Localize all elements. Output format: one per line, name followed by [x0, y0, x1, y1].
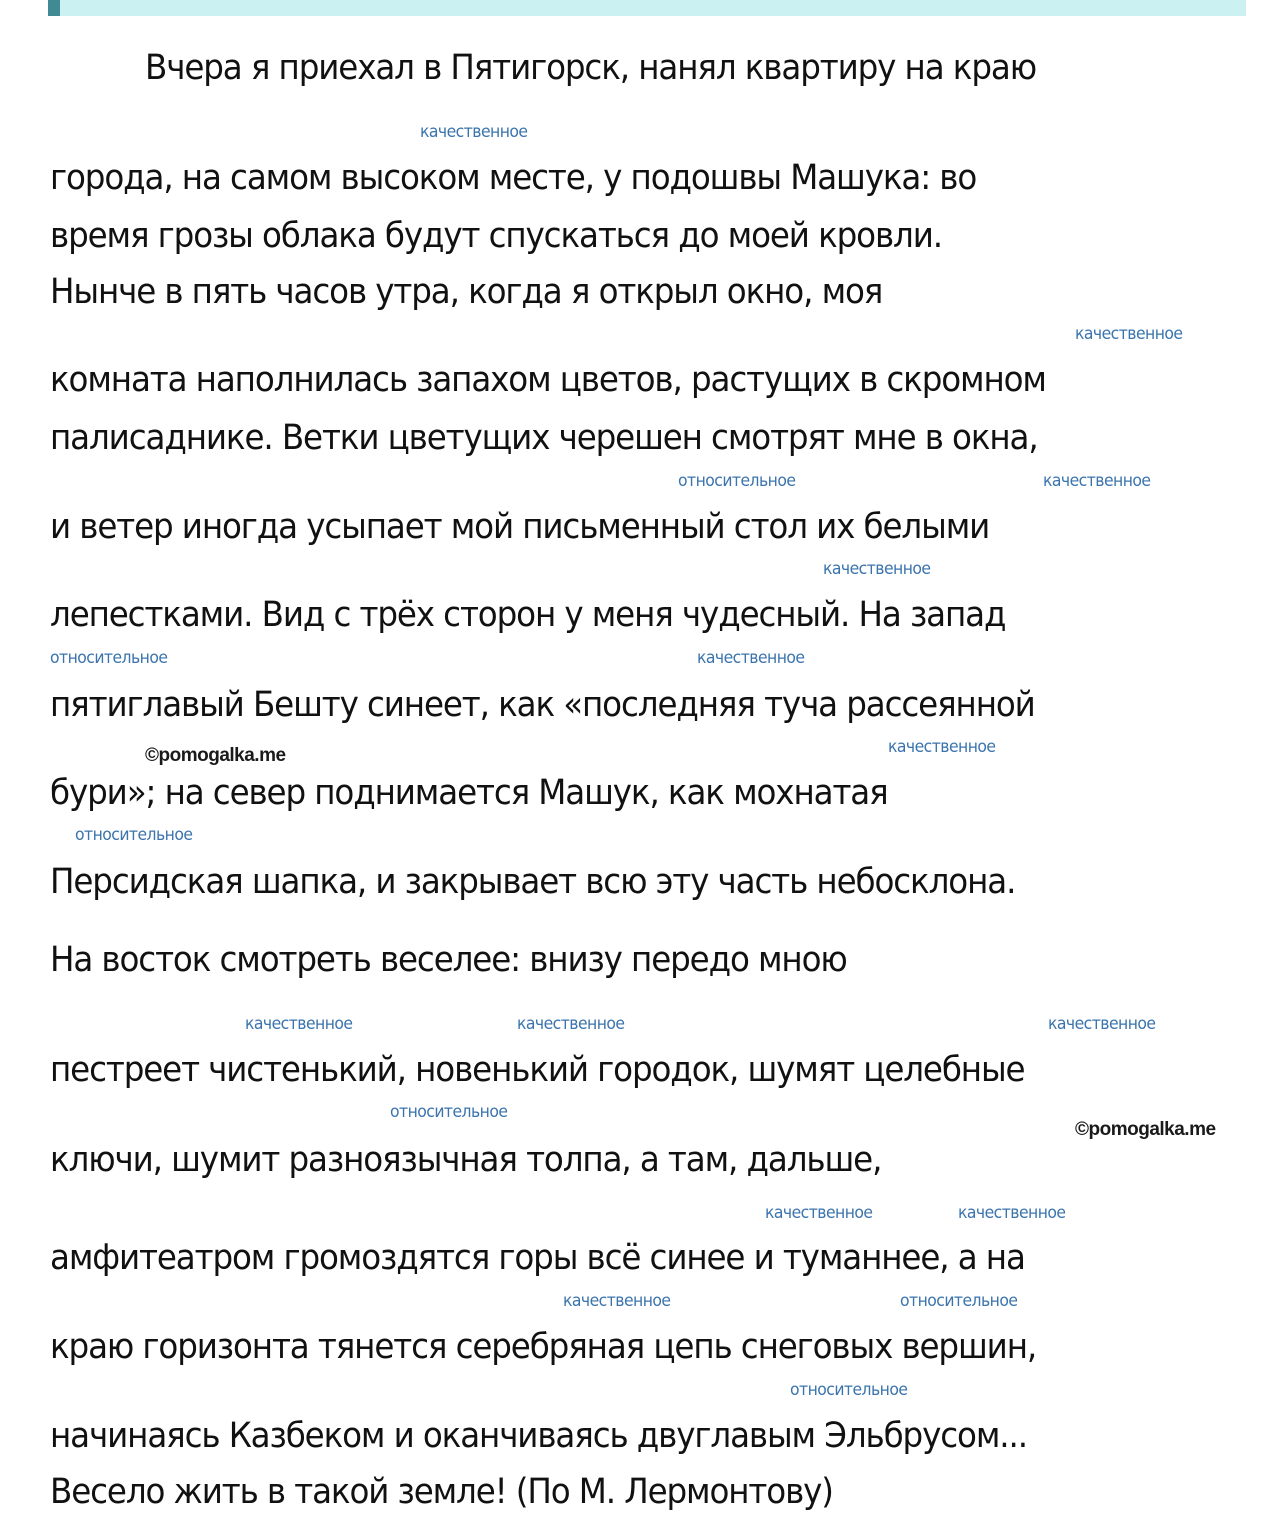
annotation-label: относительное: [790, 1380, 908, 1400]
text-line-16: краю горизонта тянется серебряная цепь снеговых вершин,: [50, 1327, 1037, 1367]
text-line-2: города, на самом высоком месте, у подошвы Машука: во: [50, 158, 977, 198]
text-line-7: и ветер иногда усыпает мой письменный стол их белыми: [50, 507, 990, 547]
annotation-label: качественное: [563, 1291, 671, 1311]
text-line-5: комната наполнилась запахом цветов, растущих в скромном: [50, 360, 1046, 400]
text-line-1: Вчера я приехал в Пятигорск, нанял квартиру на краю: [145, 48, 1036, 88]
watermark: ©pomogalka.me: [145, 745, 286, 766]
annotation-label: относительное: [900, 1291, 1018, 1311]
annotation-label: качественное: [420, 122, 528, 142]
text-line-15: амфитеатром громоздятся горы всё синее и туманнее, а на: [50, 1238, 1025, 1278]
annotation-label: относительное: [390, 1102, 508, 1122]
annotation-label: качественное: [888, 737, 996, 757]
text-line-4: Нынче в пять часов утра, когда я открыл окно, моя: [50, 272, 883, 312]
annotation-label: качественное: [1048, 1014, 1156, 1034]
header-bar: [48, 0, 1246, 16]
annotation-label: качественное: [517, 1014, 625, 1034]
text-line-18: Весело жить в такой земле! (По М. Лермонтову): [50, 1472, 833, 1512]
text-line-12: На восток смотреть веселее: внизу передо мною: [50, 940, 847, 980]
annotation-label: относительное: [75, 825, 193, 845]
text-line-11: Персидская шапка, и закрывает всю эту часть небосклона.: [50, 862, 1016, 902]
annotation-label: качественное: [245, 1014, 353, 1034]
text-line-13: пестреет чистенький, новенький городок, шумят целебные: [50, 1050, 1025, 1090]
annotation-label: качественное: [958, 1203, 1066, 1223]
text-line-10: бури»; на север поднимается Машук, как мохнатая: [50, 773, 888, 813]
annotation-label: качественное: [1075, 324, 1183, 344]
watermark: ©pomogalka.me: [1075, 1119, 1216, 1140]
annotation-label: качественное: [697, 648, 805, 668]
text-line-14: ключи, шумит разноязычная толпа, а там, дальше,: [50, 1140, 882, 1180]
annotation-label: относительное: [678, 471, 796, 491]
text-line-3: время грозы облака будут спускаться до моей кровли.: [50, 216, 942, 256]
header-accent: [48, 0, 60, 16]
text-line-9: пятиглавый Бешту синеет, как «последняя туча рассеянной: [50, 685, 1035, 725]
annotation-label: качественное: [765, 1203, 873, 1223]
text-line-8: лепестками. Вид с трёх сторон у меня чудесный. На запад: [50, 595, 1006, 635]
annotation-label: качественное: [823, 559, 931, 579]
annotation-label: относительное: [50, 648, 168, 668]
text-line-6: палисаднике. Ветки цветущих черешен смотрят мне в окна,: [50, 418, 1038, 458]
text-line-17: начинаясь Казбеком и оканчиваясь двуглавым Эльбрусом...: [50, 1416, 1027, 1456]
annotation-label: качественное: [1043, 471, 1151, 491]
